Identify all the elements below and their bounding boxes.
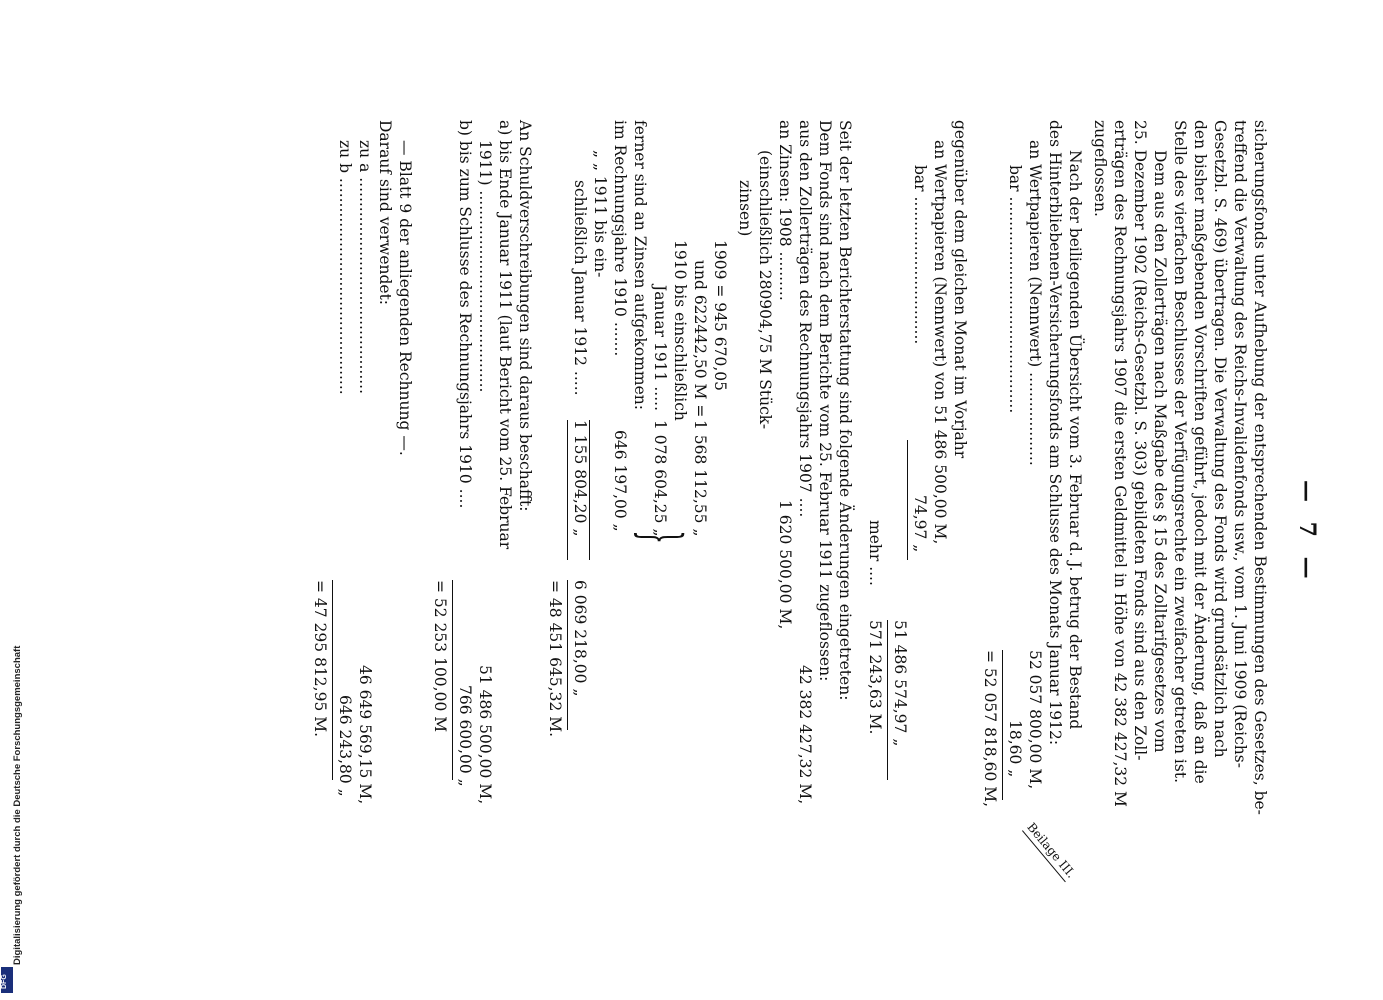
amount: 6 069 218,00 „ [571, 580, 589, 697]
sum-rule [1002, 650, 1003, 800]
sum-rule [887, 620, 888, 780]
amount: 1 155 804,20 „ [571, 420, 589, 537]
amount: 646 243,80 „ [336, 695, 354, 797]
text-line: ferner sind an Zinsen aufgekommen: [631, 120, 649, 411]
page-number: — 7 — [1294, 480, 1320, 585]
amount: 51 486 574,97 „ [891, 620, 909, 747]
text-line: treffend die Verwaltung des Reichs-Invalidenfonds usw., vom 1. Juni 1909 (Reichs- [1231, 120, 1249, 768]
text-line: b) bis zum Schlusse des Rechnungsjahrs 1910 .... [456, 120, 474, 509]
difference-amount: 571 243,63 M. [866, 620, 884, 735]
text-line: zugeflossen. [1091, 120, 1109, 217]
text-line: und 622442,50 M = [691, 260, 709, 418]
text-line: 1909 = 945 670,05 [711, 240, 729, 392]
total-amount: = 47 295 812,95 M. [311, 580, 329, 738]
text-line: Seit der letzten Berichterstattung sind folgende Änderungen eingetreten: [836, 120, 854, 701]
total-amount: = 52 253 100,00 M [431, 580, 449, 733]
amount: 766 600,00 „ [456, 685, 474, 787]
text-line: „ „ 1911 bis ein- [591, 150, 609, 278]
text-line: bar .............................. [911, 165, 929, 345]
total-amount: = 52 057 818,60 M, [981, 650, 999, 808]
margin-note: Beilage III. [1022, 820, 1078, 883]
amount: 646 197,00 „ [611, 430, 629, 532]
text-line: 25. Dezember 1902 (Reichs-Gesetzbl. S. 303) gebildeten Fonds sind aus den Zoll- [1131, 120, 1149, 761]
sum-rule [452, 580, 453, 780]
credit-text: Digitalisierung gefördert durch die Deutsche Forschungsgemeinschaft [12, 645, 23, 965]
amount: 1 078 604,25 „ [651, 420, 669, 537]
text-line: a) bis Ende Januar 1911 (laut Bericht vom 25. Februar [496, 120, 514, 550]
total-amount: = 48 451 645,32 M. [546, 580, 564, 738]
text-line: Gesetzbl. S. 469) übertragen. Die Verwaltung des Fonds wird grundsätzlich nach [1211, 120, 1229, 758]
bracket-brace: } [630, 530, 693, 545]
text-line: Stelle des vierfachen Beschlusses der Verfügungsrechte ein zweifacher getreten ist. [1171, 120, 1189, 783]
text-line: Nach der beiliegenden Übersicht vom 3. Februar d. J. betrug der Bestand [1066, 150, 1084, 730]
text-line: schließlich Januar 1912 ..... [571, 180, 589, 396]
amount: 51 486 500,00 M, [476, 665, 494, 805]
text-line: den bisher maßgebenden Vorschriften geführt, jedoch mit der Änderung, daß an die [1191, 120, 1209, 784]
dfg-logo [1, 967, 13, 993]
amount: 52 057 800,00 M, [1026, 650, 1044, 790]
text-line: aus den Zollerträgen des Rechnungsjahrs 1907 .... [796, 120, 814, 518]
text-line: Januar 1911 ..... [651, 285, 669, 412]
text-line: An Schuldverschreibungen sind daraus beschafft: [516, 120, 534, 512]
amount: 18,60 „ [1006, 720, 1024, 778]
text-line: an Wertpapieren (Nennwert) ................... [1026, 140, 1044, 466]
text-line: an Zinsen: 1908 .......... [776, 120, 794, 301]
text-line: 1911) ......................................... [476, 140, 494, 393]
text-line: zu b ............................................ [336, 140, 354, 395]
amount: 1 568 112,55 „ [691, 420, 709, 537]
sum-rule [567, 580, 568, 730]
text-line: im Rechnungsjahre 1910 ....... [611, 120, 629, 357]
rotated-document-page [130, 120, 1320, 880]
text-line: gegenüber dem gleichen Monat im Vorjahr [951, 120, 969, 459]
text-line: 1910 bis einschließlich [671, 240, 689, 421]
text-line: an Wertpapieren (Nennwert) von 51 486 500,00 M, [931, 140, 949, 545]
text-line: Darauf sind verwendet: [376, 120, 394, 306]
amount: 74,97 „ [911, 495, 929, 553]
text-line: bar ............................................ [1006, 165, 1024, 414]
text-line: zu a ............................................ [356, 140, 374, 395]
amount: 46 649 569,15 M, [356, 665, 374, 805]
text-line: mehr .... [866, 520, 884, 586]
dfg-logo-text: DFG [1, 974, 8, 989]
digitization-credit [0, 0, 23, 1000]
sum-rule [567, 420, 568, 560]
text-line: sicherungsfonds unter Aufhebung der entsprechenden Bestimmungen des Gesetzes, be- [1251, 120, 1269, 815]
text-line: des Hinterbliebenen-Versicherungsfonds am Schlusse des Monats Januar 1912: [1046, 120, 1064, 746]
text-line: erträgen des Rechnungsjahrs 1907 die ersten Geldmittel in Höhe von 42 382 427,32 M [1111, 120, 1129, 807]
text-line: — Blatt 9 der anliegenden Rechnung —. [396, 140, 414, 456]
text-line: (einschließlich 280904,75 M Stück- [756, 150, 774, 430]
text-line: zinsen) [736, 180, 754, 237]
text-line: Dem aus den Zollerträgen nach Maßgabe des § 15 des Zolltarifgesetzes vom [1151, 150, 1169, 753]
text-line: Dem Fonds sind nach dem Berichte vom 25. Februar 1911 zugeflossen: [816, 120, 834, 682]
amount: 42 382 427,32 M, [796, 665, 814, 805]
amount: 1 620 500,00 M, [776, 500, 794, 630]
sum-rule [332, 580, 333, 780]
sum-rule [907, 440, 908, 560]
